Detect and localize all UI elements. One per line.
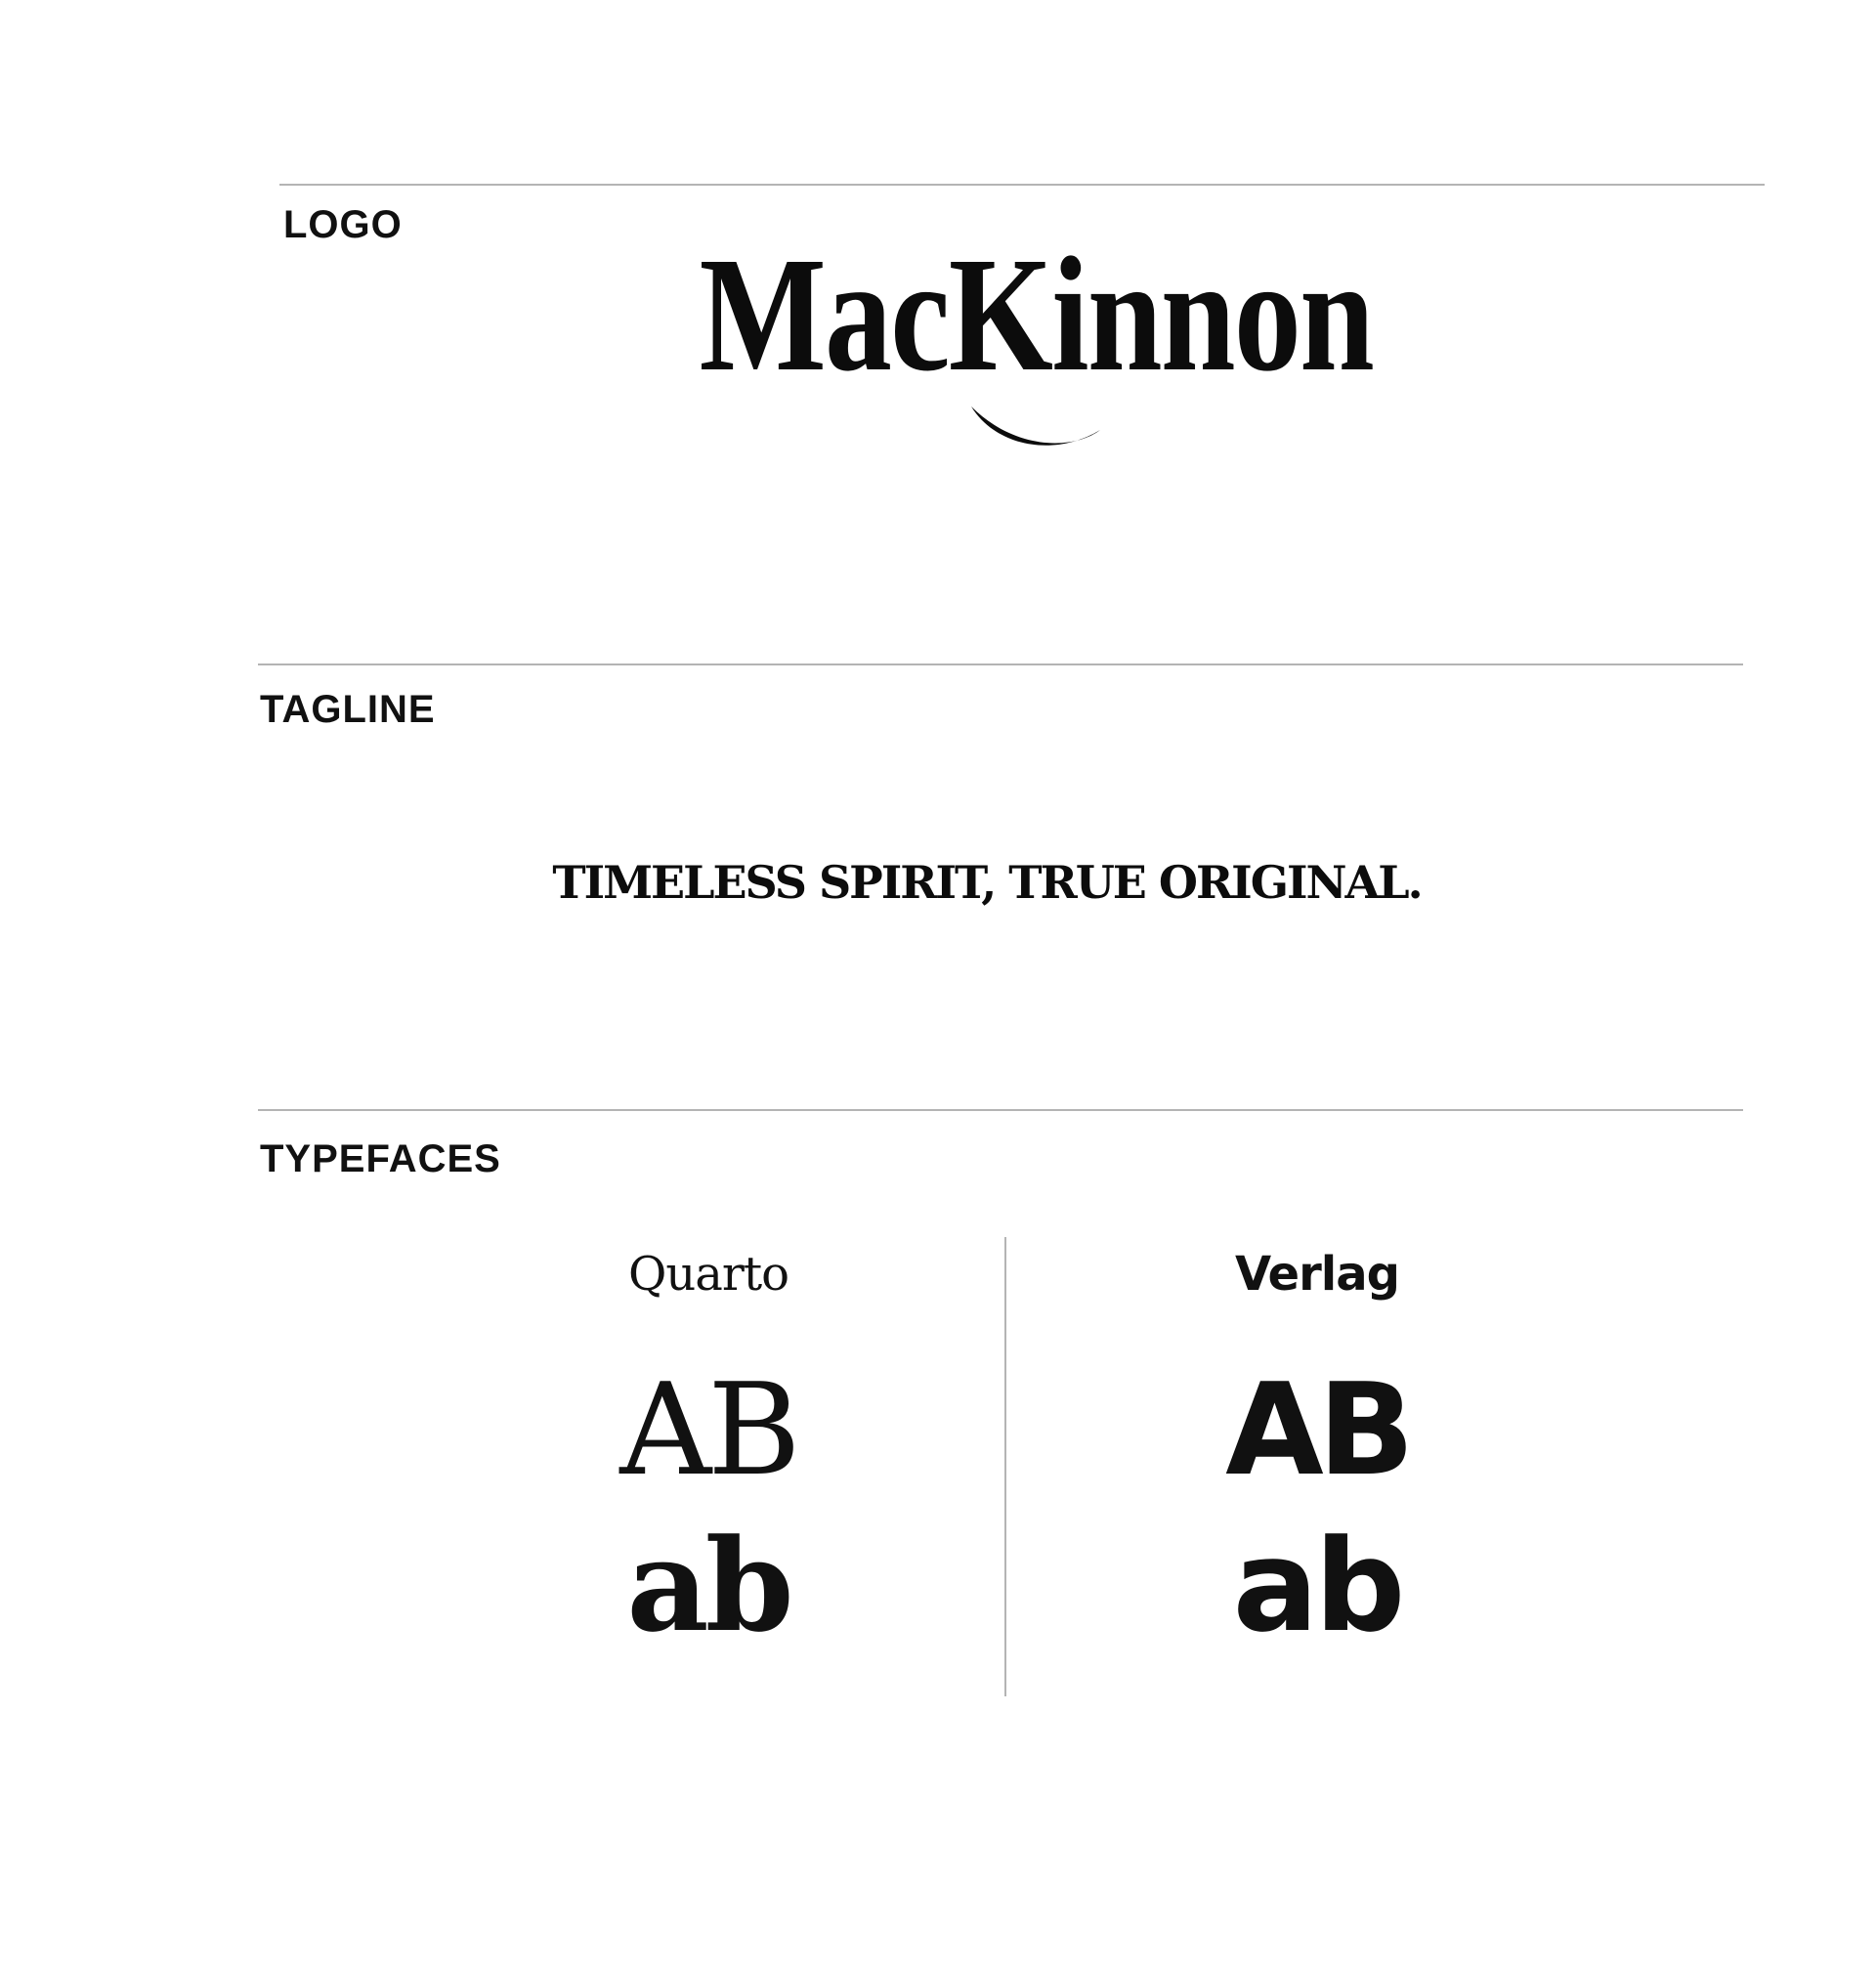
- tagline-section-label: TAGLINE: [260, 688, 436, 731]
- logo-section-rule: [279, 184, 1765, 186]
- logo-section-label: LOGO: [283, 203, 403, 246]
- brand-tagline: TIMELESS SPIRIT, TRUE ORIGINAL.: [552, 856, 1422, 909]
- typefaces-section-label: TYPEFACES: [260, 1137, 501, 1180]
- typeface-specimen-quarto: [464, 1247, 953, 1660]
- typeface-name: Quarto: [627, 1247, 789, 1302]
- typefaces-section-rule: [258, 1109, 1743, 1111]
- typeface-column-divider: [1004, 1237, 1006, 1696]
- typeface-lowercase-sample: ab: [626, 1511, 790, 1660]
- brand-wordmark: MacKinnon: [699, 224, 1373, 406]
- typeface-name: Verlag: [1235, 1247, 1399, 1302]
- logo-swash-icon: [967, 401, 1104, 459]
- typeface-uppercase-sample: AB: [1225, 1355, 1409, 1504]
- typeface-lowercase-sample: ab: [1232, 1512, 1402, 1660]
- typeface-specimen-verlag: [1073, 1247, 1561, 1660]
- tagline-section-rule: [258, 663, 1743, 665]
- typeface-uppercase-sample: AB: [619, 1355, 797, 1504]
